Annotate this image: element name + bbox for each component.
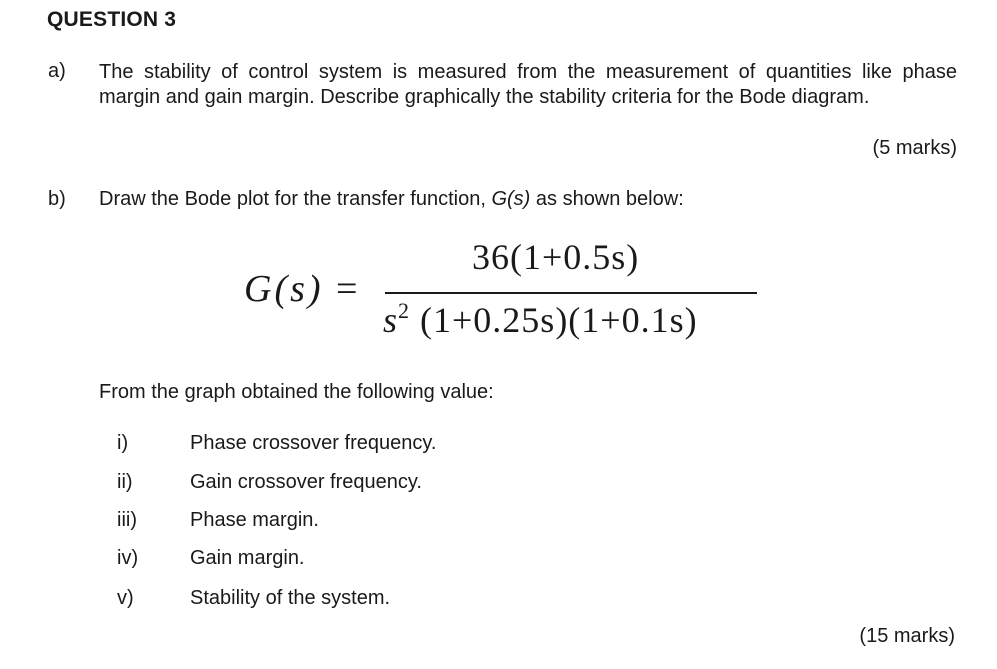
item-number: v) (117, 587, 134, 609)
item-number: iii) (117, 509, 137, 531)
item-number: iv) (117, 547, 139, 569)
part-b-label: b) (48, 188, 66, 210)
prompt-before: Draw the Bode plot for the transfer function, (99, 188, 492, 210)
part-a-text: The stability of control system is measured from the measurement of quantities like phase margin and gain margin. Describe graphically the stability criteria for the Bode diagram. (99, 61, 957, 108)
item-text: Gain crossover frequency. (190, 471, 422, 493)
prompt-function: G(s) (491, 188, 531, 210)
item-number: ii) (117, 471, 133, 493)
item-text: Stability of the system. (190, 587, 391, 609)
denominator-exponent: 2 (398, 298, 411, 323)
item-text: Phase margin. (190, 509, 319, 531)
equation-numerator: 36(1+0.5s) (472, 237, 640, 277)
question-title: QUESTION 3 (47, 8, 177, 31)
transfer-function-equation (240, 237, 760, 350)
denominator-factors: (1+0.25s)(1+0.1s) (420, 300, 698, 340)
item-text: Gain margin. (190, 547, 305, 569)
part-a-label: a) (48, 60, 66, 82)
part-b-prompt (99, 188, 684, 211)
equation-lhs-func: G(s) (244, 268, 324, 310)
item-number: i) (117, 432, 129, 454)
equation-lhs (244, 267, 360, 311)
equation-equals: = (336, 268, 361, 310)
item-text: Phase crossover frequency. (190, 432, 437, 454)
denominator-s: s (383, 300, 399, 340)
part-a-marks: (5 marks) (872, 137, 957, 159)
follow-text: From the graph obtained the following value: (99, 381, 494, 403)
prompt-after: as shown below: (530, 188, 684, 210)
part-b-marks: (15 marks) (859, 625, 955, 647)
fraction-bar (385, 292, 757, 294)
equation-denominator (383, 298, 698, 341)
